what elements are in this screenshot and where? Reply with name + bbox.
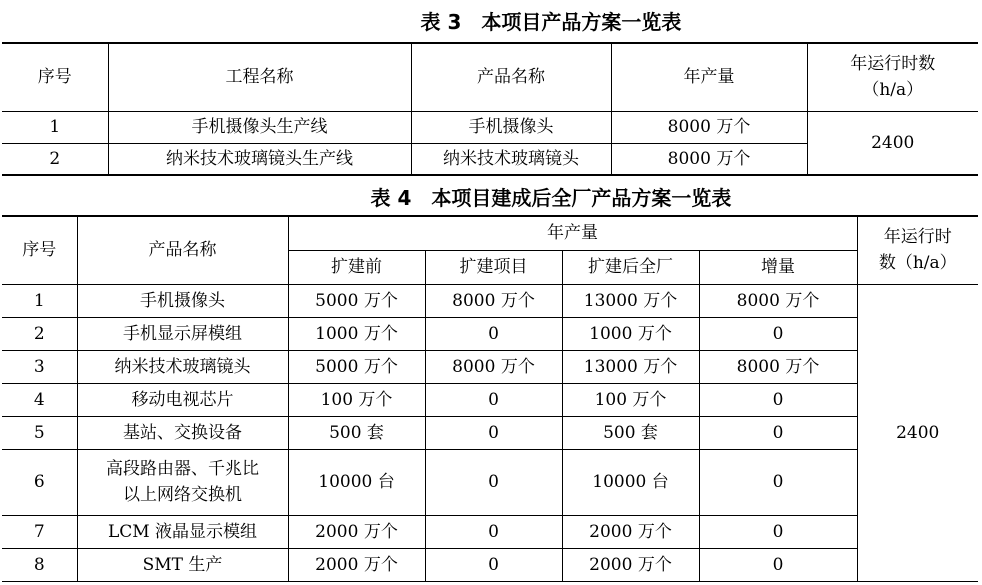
cell-after: 13000 万个 xyxy=(562,350,699,383)
cell-product-name: 纳米技术玻璃镜头 xyxy=(411,143,611,175)
cell-seq: 3 xyxy=(2,350,77,383)
cell-after: 1000 万个 xyxy=(562,317,699,350)
cell-seq: 8 xyxy=(2,548,77,581)
cell-after: 13000 万个 xyxy=(562,284,699,317)
cell-before: 500 套 xyxy=(288,416,425,449)
header-seq: 序号 xyxy=(2,43,108,111)
header-seq: 序号 xyxy=(2,216,77,284)
cell-before: 1000 万个 xyxy=(288,317,425,350)
cell-after: 100 万个 xyxy=(562,383,699,416)
header-increase: 增量 xyxy=(699,250,857,284)
cell-project: 8000 万个 xyxy=(425,284,562,317)
cell-seq: 2 xyxy=(2,317,77,350)
header-after-expansion: 扩建后全厂 xyxy=(562,250,699,284)
cell-before: 100 万个 xyxy=(288,383,425,416)
cell-annual-output: 8000 万个 xyxy=(611,143,807,175)
header-product-name: 产品名称 xyxy=(411,43,611,111)
cell-after: 10000 台 xyxy=(562,449,699,515)
cell-seq: 6 xyxy=(2,449,77,515)
table3-caption: 表 3 本项目产品方案一览表 xyxy=(420,10,682,34)
cell-before: 10000 台 xyxy=(288,449,425,515)
cell-annual-hours: 2400 xyxy=(857,284,978,581)
cell-seq: 5 xyxy=(2,416,77,449)
table-row xyxy=(2,284,978,317)
cell-before: 2000 万个 xyxy=(288,515,425,548)
cell-seq: 1 xyxy=(2,111,108,143)
cell-product-name: LCM 液晶显示模组 xyxy=(77,515,288,548)
cell-seq: 2 xyxy=(2,143,108,175)
header-annual-output: 年产量 xyxy=(611,43,807,111)
cell-project: 0 xyxy=(425,317,562,350)
header-annual-hours: 年运行时 数（h/a） xyxy=(857,216,978,284)
cell-product-name: SMT 生产 xyxy=(77,548,288,581)
table-row xyxy=(2,449,978,515)
table-row xyxy=(2,548,978,581)
cell-increase: 0 xyxy=(699,449,857,515)
cell-project: 0 xyxy=(425,449,562,515)
cell-product-name: 移动电视芯片 xyxy=(77,383,288,416)
header-expansion-project: 扩建项目 xyxy=(425,250,562,284)
cell-product-name: 基站、交换设备 xyxy=(77,416,288,449)
cell-before: 5000 万个 xyxy=(288,284,425,317)
table4-caption: 表 4 本项目建成后全厂产品方案一览表 xyxy=(370,186,732,210)
header-before-expansion: 扩建前 xyxy=(288,250,425,284)
table-row xyxy=(2,416,978,449)
table-row xyxy=(2,111,978,143)
cell-increase: 0 xyxy=(699,383,857,416)
cell-project: 0 xyxy=(425,383,562,416)
cell-after: 2000 万个 xyxy=(562,515,699,548)
cell-before: 2000 万个 xyxy=(288,548,425,581)
cell-project: 0 xyxy=(425,548,562,581)
cell-annual-output: 8000 万个 xyxy=(611,111,807,143)
cell-after: 500 套 xyxy=(562,416,699,449)
cell-before: 5000 万个 xyxy=(288,350,425,383)
header-product-name: 产品名称 xyxy=(77,216,288,284)
cell-project: 8000 万个 xyxy=(425,350,562,383)
cell-project: 0 xyxy=(425,515,562,548)
cell-project-name: 手机摄像头生产线 xyxy=(108,111,411,143)
cell-increase: 0 xyxy=(699,416,857,449)
table-row xyxy=(2,350,978,383)
cell-increase: 8000 万个 xyxy=(699,284,857,317)
table-row xyxy=(2,317,978,350)
header-annual-output: 年产量 xyxy=(288,216,857,250)
cell-increase: 0 xyxy=(699,515,857,548)
cell-seq: 4 xyxy=(2,383,77,416)
cell-product-name: 纳米技术玻璃镜头 xyxy=(77,350,288,383)
cell-product-name: 手机显示屏模组 xyxy=(77,317,288,350)
cell-project: 0 xyxy=(425,416,562,449)
table-row xyxy=(2,515,978,548)
cell-after: 2000 万个 xyxy=(562,548,699,581)
cell-project-name: 纳米技术玻璃镜头生产线 xyxy=(108,143,411,175)
table-row xyxy=(2,383,978,416)
cell-seq: 1 xyxy=(2,284,77,317)
product-plan-table xyxy=(2,42,978,176)
cell-product-name: 手机摄像头 xyxy=(77,284,288,317)
cell-annual-hours: 2400 xyxy=(807,111,978,175)
plant-product-plan-table xyxy=(2,215,978,582)
cell-product-name: 手机摄像头 xyxy=(411,111,611,143)
cell-increase: 8000 万个 xyxy=(699,350,857,383)
cell-increase: 0 xyxy=(699,317,857,350)
header-annual-hours: 年运行时数 （h/a） xyxy=(807,43,978,111)
cell-seq: 7 xyxy=(2,515,77,548)
cell-product-name: 高段路由器、千兆比 以上网络交换机 xyxy=(77,449,288,515)
header-project-name: 工程名称 xyxy=(108,43,411,111)
cell-increase: 0 xyxy=(699,548,857,581)
